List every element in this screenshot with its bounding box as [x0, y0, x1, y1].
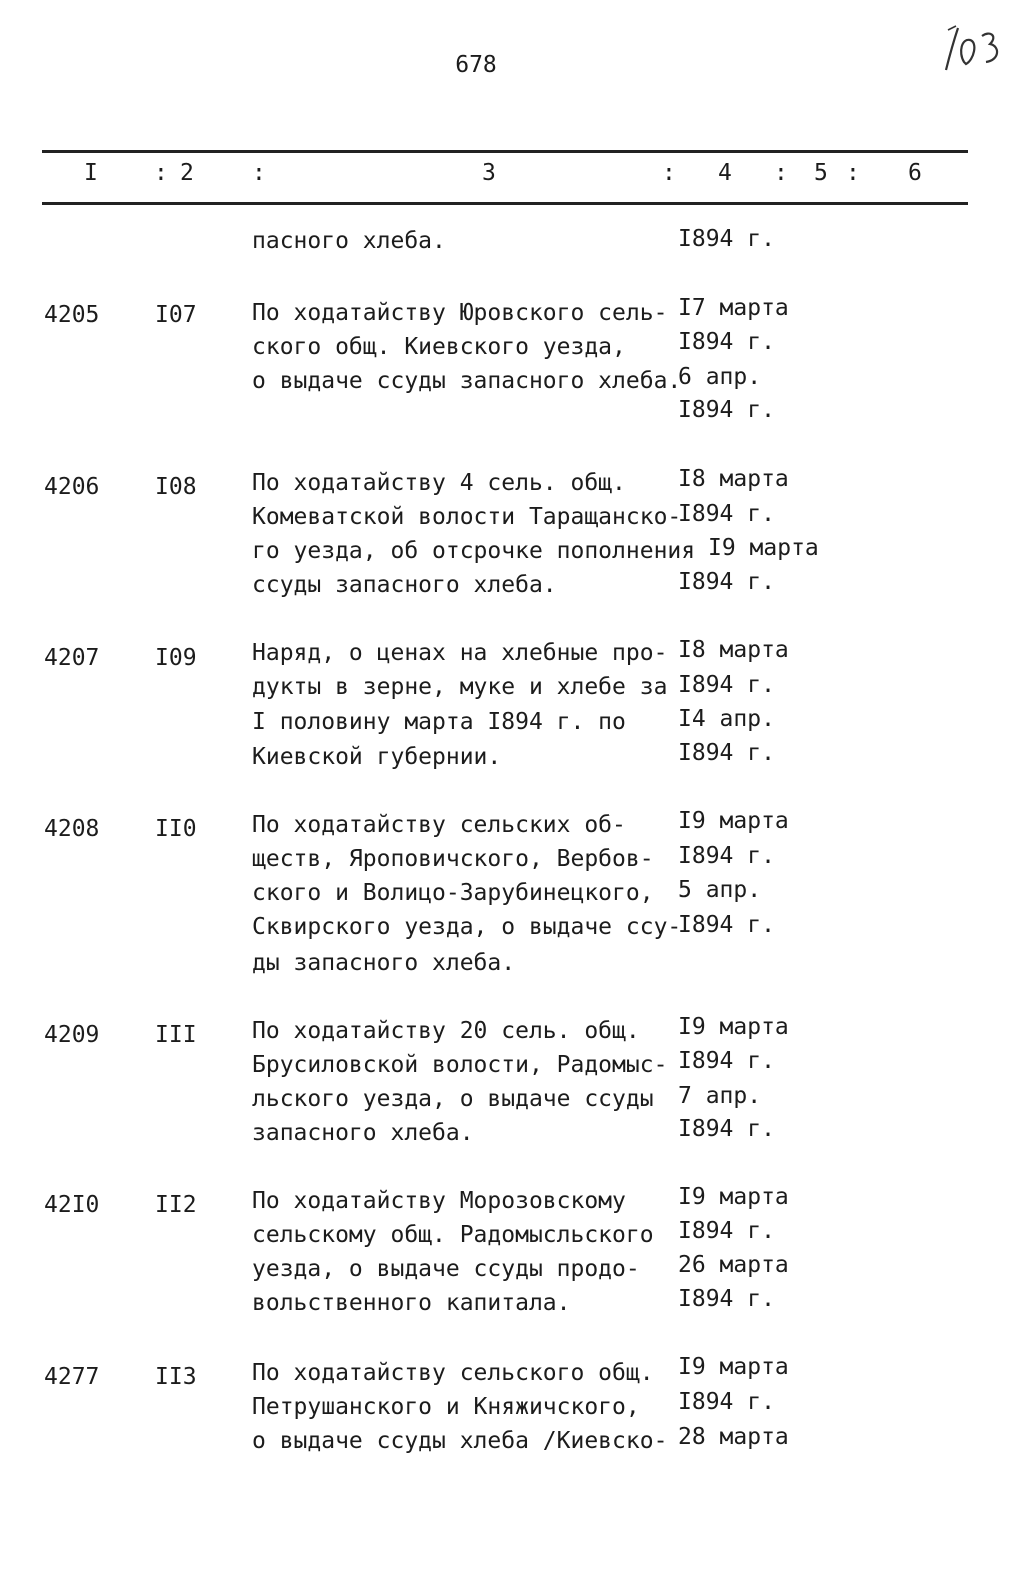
- record-date: I9 марта: [678, 808, 789, 834]
- header-rule-bottom: [42, 202, 968, 205]
- record-title-line: вольственного капитала.: [252, 1290, 571, 1316]
- record-title-line: Киевской губернии.: [252, 744, 502, 770]
- record-title-line: уезда, о выдаче ссуды продо-: [252, 1256, 640, 1282]
- column-separator: :: [252, 160, 266, 186]
- record-title-line: ды запасного хлеба.: [252, 950, 516, 976]
- record-title-line: Комеватской волости Таращанско-: [252, 504, 682, 530]
- record-number: 4208: [44, 816, 100, 842]
- record-date: I8 марта: [678, 637, 789, 663]
- record-date: I894 г.: [678, 672, 775, 698]
- record-date: I894 г.: [678, 740, 775, 766]
- record-title-line: дукты в зерне, муке и хлебе за: [252, 674, 668, 700]
- record-title-line: Наряд, о ценах на хлебные про-: [252, 640, 668, 666]
- record-date: I894 г.: [678, 397, 775, 423]
- record-date: I9 марта: [678, 1354, 789, 1380]
- item-number: I07: [155, 302, 197, 328]
- record-title-line: I половину марта I894 г. по: [252, 709, 626, 735]
- record-number: 4206: [44, 474, 100, 500]
- record-date: I9 марта: [708, 535, 819, 561]
- record-date: 7 апр.: [678, 1083, 762, 1109]
- record-date: 28 марта: [678, 1424, 789, 1450]
- record-date: I894 г.: [678, 1116, 775, 1142]
- record-number: 4209: [44, 1022, 100, 1048]
- record-title-line: ществ, Яроповичского, Вербов-: [252, 846, 654, 872]
- column-separator: :: [154, 160, 168, 186]
- header-rule-top: [42, 150, 968, 153]
- record-title-line: По ходатайству Юровского сель-: [252, 300, 668, 326]
- record-number: 4207: [44, 645, 100, 671]
- column-header-6: 6: [908, 160, 922, 186]
- record-title-line: По ходатайству Морозовскому: [252, 1188, 626, 1214]
- record-title-line: запасного хлеба.: [252, 1120, 474, 1146]
- record-date: I894 г.: [678, 1048, 775, 1074]
- record-date: I894 г.: [678, 1389, 775, 1415]
- column-header-5: 5: [814, 160, 828, 186]
- record-title-line: Брусиловской волости, Радомыс-: [252, 1052, 668, 1078]
- record-title-line: льского уезда, о выдаче ссуды: [252, 1086, 654, 1112]
- record-date: I894 г.: [678, 912, 775, 938]
- column-header-4: 4: [718, 160, 732, 186]
- record-date: 6 апр.: [678, 364, 762, 390]
- record-date: I4 апр.: [678, 706, 775, 732]
- column-header-1: I: [84, 160, 98, 186]
- record-date: 5 апр.: [678, 877, 762, 903]
- record-number: 4277: [44, 1364, 100, 1390]
- item-number: II3: [155, 1364, 197, 1390]
- column-separator: :: [774, 160, 788, 186]
- record-title-line: Петрушанского и Княжичского,: [252, 1394, 640, 1420]
- record-title-line: Сквирского уезда, о выдаче ссу-: [252, 914, 682, 940]
- continued-title: пасного хлеба.: [252, 228, 446, 254]
- record-title-line: ссуды запасного хлеба.: [252, 572, 557, 598]
- record-number: 4205: [44, 302, 100, 328]
- continued-dates: I894 г.: [678, 226, 775, 252]
- record-date: I894 г.: [678, 329, 775, 355]
- record-title-line: го уезда, об отсрочке пополнения: [252, 538, 696, 564]
- record-date: I9 марта: [678, 1184, 789, 1210]
- record-title-line: о выдаче ссуды хлеба /Киевско-: [252, 1428, 668, 1454]
- record-title-line: ского общ. Киевского уезда,: [252, 334, 626, 360]
- record-date: I894 г.: [678, 1218, 775, 1244]
- item-number: I09: [155, 645, 197, 671]
- column-separator: :: [846, 160, 860, 186]
- item-number: II0: [155, 816, 197, 842]
- archive-folio-number: [938, 22, 1008, 76]
- item-number: II2: [155, 1192, 197, 1218]
- record-title-line: По ходатайству сельских об-: [252, 812, 626, 838]
- record-date: I9 марта: [678, 1014, 789, 1040]
- page-number: 678: [455, 52, 497, 78]
- record-number: 42I0: [44, 1192, 100, 1218]
- record-title-line: ского и Волицо-Зарубинецкого,: [252, 880, 654, 906]
- record-date: I894 г.: [678, 1286, 775, 1312]
- record-title-line: сельскому общ. Радомысльского: [252, 1222, 654, 1248]
- record-date: I894 г.: [678, 569, 775, 595]
- record-title-line: По ходатайству сельского общ.: [252, 1360, 654, 1386]
- record-date: 26 марта: [678, 1252, 789, 1278]
- record-title-line: о выдаче ссуды запасного хлеба.: [252, 368, 682, 394]
- column-header-2: 2: [180, 160, 194, 186]
- record-date: I894 г.: [678, 843, 775, 869]
- column-header-row: [0, 160, 1024, 190]
- column-separator: :: [662, 160, 676, 186]
- record-date: I8 марта: [678, 466, 789, 492]
- column-header-3: 3: [482, 160, 496, 186]
- record-date: I7 марта: [678, 295, 789, 321]
- record-title-line: По ходатайству 20 сель. общ.: [252, 1018, 640, 1044]
- record-title-line: По ходатайству 4 сель. общ.: [252, 470, 626, 496]
- item-number: III: [155, 1022, 197, 1048]
- item-number: I08: [155, 474, 197, 500]
- record-date: I894 г.: [678, 501, 775, 527]
